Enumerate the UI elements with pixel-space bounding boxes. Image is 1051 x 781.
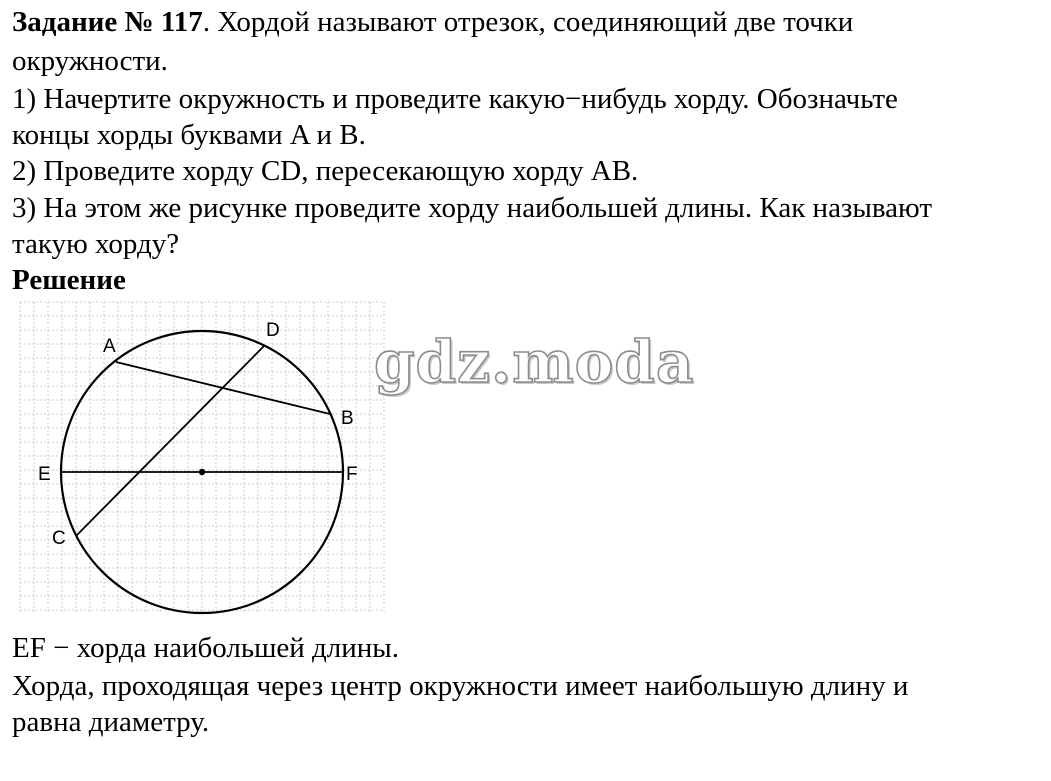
task-line-1	[12, 5, 853, 39]
solution-explanation-line-2: равна диаметру.	[12, 706, 210, 738]
solution-answer: EF − хорда наибольшей длины.	[12, 632, 400, 664]
task-item-1-line-1: 1) Начертите окружность и проведите какую−нибудь хорду. Обозначьте	[12, 83, 898, 115]
geometry-figure	[0, 296, 400, 626]
task-item-3-line-1: 3) На этом же рисунке проведите хорду наибольшей длины. Как называют	[12, 192, 933, 224]
task-item-2: 2) Проведите хорду CD, пересекающую хорду AB.	[12, 155, 639, 187]
center-point	[199, 469, 205, 475]
solution-explanation-line-1: Хорда, проходящая через центр окружности имеет наибольшую длину и	[12, 670, 909, 702]
label-e: E	[38, 464, 51, 485]
label-a: A	[103, 336, 116, 357]
grid-paper	[20, 302, 384, 614]
task-item-1-line-2: концы хорды буквами A и B.	[12, 119, 366, 151]
label-b: B	[341, 408, 354, 429]
task-heading: Задание № 117	[12, 6, 203, 38]
task-line-2: окружности.	[12, 45, 168, 77]
watermark-logo: gdz.moda	[374, 328, 695, 396]
label-f: F	[346, 464, 358, 485]
label-d: D	[266, 320, 280, 341]
task-item-3-line-2: такую хорду?	[12, 228, 180, 260]
solution-heading: Решение	[12, 264, 126, 296]
task-intro: . Хордой называют отрезок, соединяющий две точки	[202, 6, 854, 38]
label-c: C	[52, 528, 66, 549]
